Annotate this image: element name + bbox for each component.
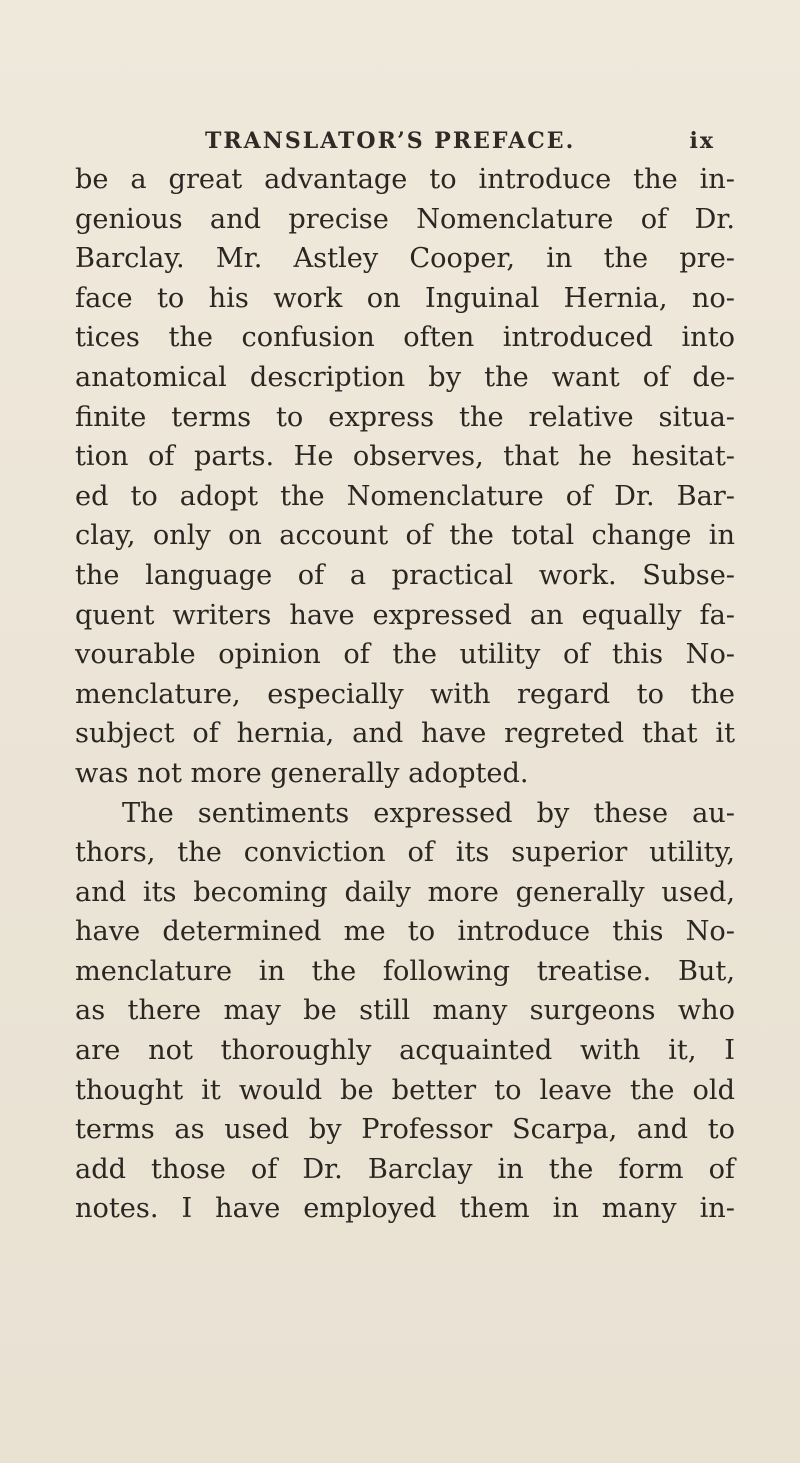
text-line: Barclay. Mr. Astley Cooper, in the pre-: [75, 243, 735, 275]
text-line: vourable opinion of the utility of this No-: [75, 639, 735, 671]
text-line: thors, the conviction of its superior utility,: [75, 837, 735, 869]
text-line: quent writers have expressed an equally fa-: [75, 599, 735, 631]
body-text: [75, 160, 735, 1229]
text-line: genious and precise Nomenclature of Dr.: [75, 203, 735, 235]
text-line: tices the confusion often introduced into: [75, 322, 735, 354]
page-number: ix: [689, 128, 715, 154]
text-line: as there may be still many surgeons who: [75, 995, 735, 1027]
text-line: menclature, especially with regard to the: [75, 678, 735, 710]
text-line: ed to adopt the Nomenclature of Dr. Bar-: [75, 480, 735, 512]
text-line: notes. I have employed them in many in-: [75, 1193, 735, 1225]
text-line: add those of Dr. Barclay in the form of: [75, 1153, 735, 1185]
text-line: face to his work on Inguinal Hernia, no-: [75, 282, 735, 314]
text-line: tion of parts. He observes, that he hesitat-: [75, 441, 735, 473]
text-line: finite terms to express the relative situa-: [75, 401, 735, 433]
text-line: and its becoming daily more generally used,: [75, 876, 735, 908]
paragraph-end-line: was not more generally adopted.: [75, 757, 529, 789]
text-line: menclature in the following treatise. But,: [75, 955, 735, 987]
text-line: are not thoroughly acquainted with it, I: [75, 1035, 735, 1067]
running-head: [205, 128, 715, 164]
text-line: clay, only on account of the total change in: [75, 520, 735, 552]
text-line: thought it would be better to leave the old: [75, 1074, 735, 1106]
text-line: the language of a practical work. Subse-: [75, 559, 735, 591]
text-line: be a great advantage to introduce the in-: [75, 164, 735, 195]
text-line: subject of hernia, and have regreted that it: [75, 718, 735, 750]
running-head-title: TRANSLATOR’S PREFACE.: [205, 128, 576, 154]
text-line: terms as used by Professor Scarpa, and to: [75, 1114, 735, 1146]
text-line: have determined me to introduce this No-: [75, 916, 735, 948]
text-line: anatomical description by the want of de-: [75, 361, 735, 393]
paragraph-start-line: The sentiments expressed by these au-: [122, 797, 735, 829]
